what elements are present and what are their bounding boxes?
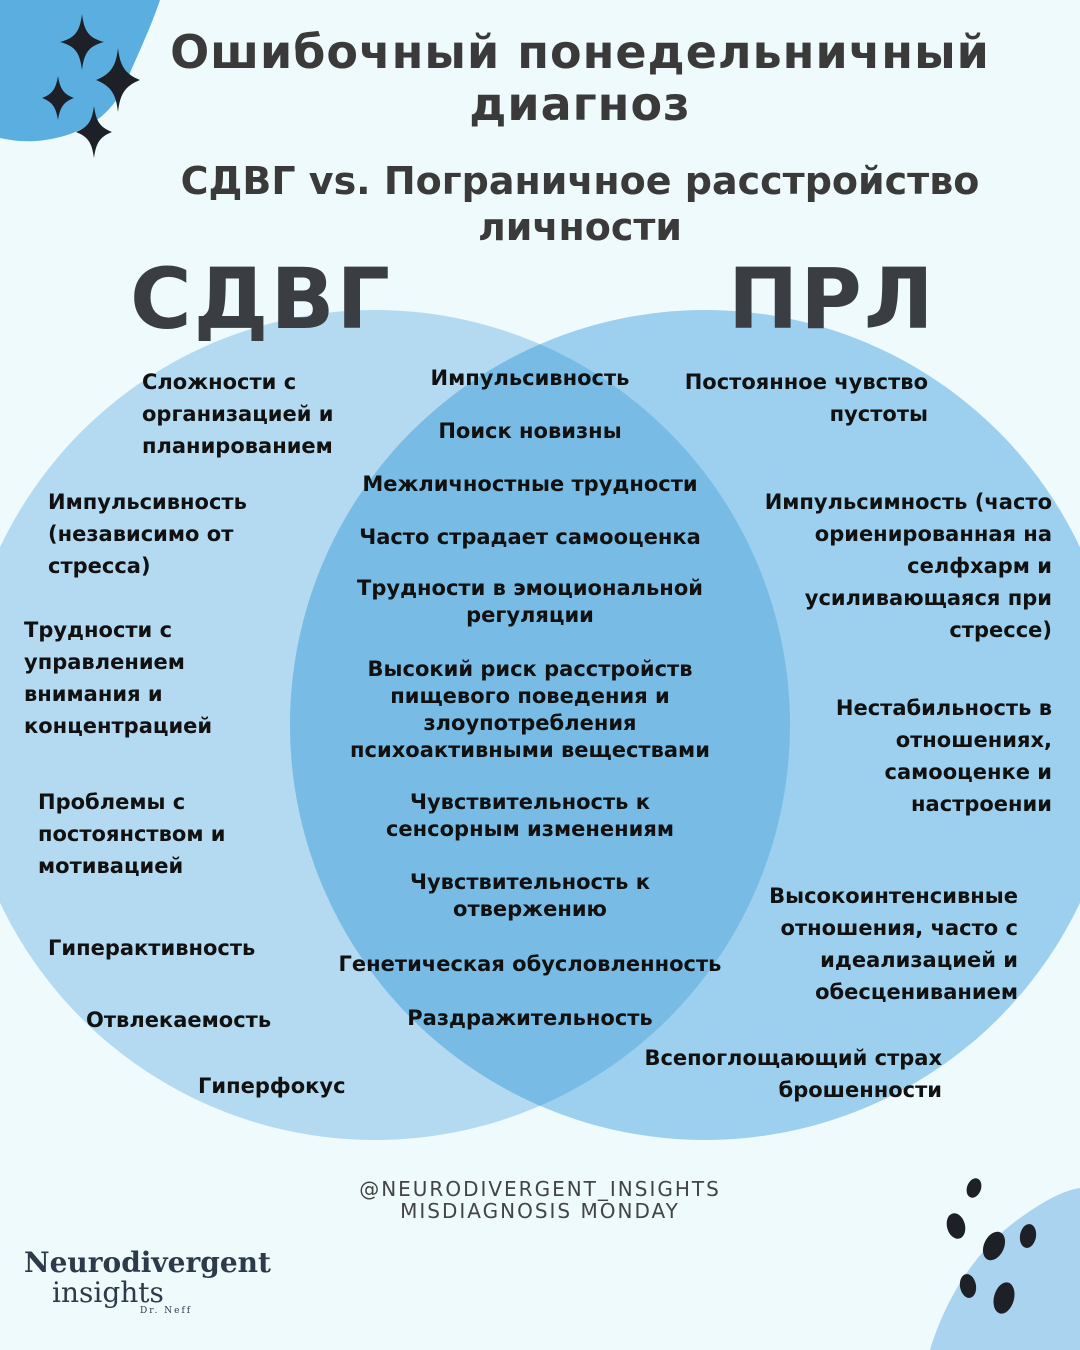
shared-item: Раздражительность [407,1006,653,1030]
shared-item: Часто страдает самооценка [359,525,701,549]
adhd-item: Гиперактивность [48,936,256,960]
shared-item: Чувствительность к сенсорным изменениям [385,790,675,841]
corner-blob-bottom-right [930,1188,1080,1350]
adhd-item: Импульсивность (независимо от стресса) [48,490,247,578]
adhd-item: Трудности с управлением внимания и концентрацией [24,618,213,738]
shared-item: Импульсивность [430,366,630,390]
logo-line1: Neurodivergent [24,1246,271,1279]
page-title-line1: Ошибочный понедельничный [170,25,990,79]
adhd-item: Сложности с организацией и планированием [142,370,334,458]
bpd-item: Импульсимность (часто ориенированная на селфхарм и усиливающаяся при стрессе) [764,490,1052,642]
footer-handle: @NEURODIVERGENT_INSIGHTS [359,1177,721,1201]
shared-item: Межличностные трудности [362,472,698,496]
adhd-item: Гиперфокус [198,1074,346,1098]
bpd-item: Высокоинтенсивные отношения, часто с идеализацией и обесцениванием [769,884,1018,1004]
venn-label-adhd: СДВГ [130,250,393,348]
shared-item: Высокий риск расстройств пищевого поведения и злоупотребления психоактивными веществами [350,657,710,762]
footer-credit [240,1178,840,1222]
shared-item: Чувствительность к отвержению [409,870,651,921]
shared-item: Генетическая обусловленность [338,952,722,976]
bpd-item: Нестабильность в отношениях, самооценке и настроении [835,696,1052,816]
footer-series: MISDIAGNOSIS MONDAY [400,1199,680,1223]
logo-line2: insights [52,1276,164,1309]
shared-item: Поиск новизны [438,419,622,443]
page-title-line2: диагноз [469,77,691,131]
logo-line3: Dr. Neff [140,1306,193,1316]
shared-item: Трудности в эмоциональной регуляции [357,576,703,627]
page-subtitle: СДВГ vs. Пограничное расстройство личности [180,159,980,249]
bpd-item: Постоянное чувство пустоты [684,370,928,426]
venn-label-bpd: ПРЛ [728,250,936,348]
adhd-item: Отвлекаемость [86,1008,272,1032]
bpd-item: Всепоглощающий страх брошенности [644,1046,942,1102]
adhd-item: Проблемы с постоянством и мотивацией [38,790,226,878]
